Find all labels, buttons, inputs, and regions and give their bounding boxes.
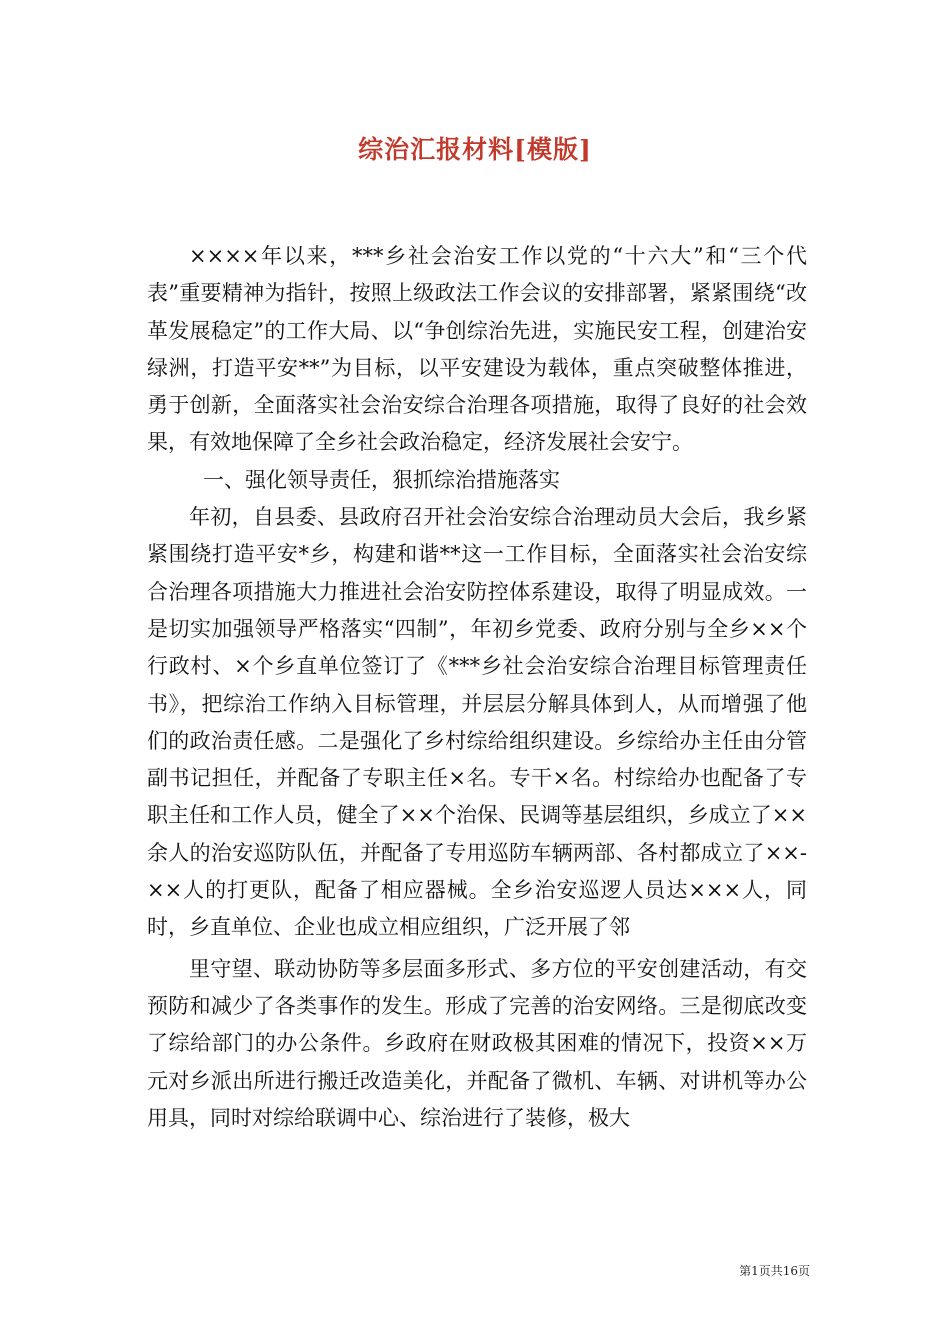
body-paragraph-continued: 里守望、联动协防等多层面多形式、多方位的平安创建活动，有交预防和减少了各类事作的发生。形成了完善的治安网络。三是彻底改变了综给部门的办公条件。乡政府在财政极其困难的情况下，投资××万元对乡派出所进行搬迁改造美化，并配备了微机、车辆、对讲机等办公用具，同时对综给联调中心、综治进行了装修，极大	[147, 956, 807, 1130]
section-heading: 一、强化领导责任，狠抓综治措施落实	[203, 467, 560, 492]
intro-paragraph: ××××年以来，***乡社会治安工作以党的“十六大”和“三个代表”重要精神为指针，按照上级政法工作会议的安排部署，紧紧围绕“改革发展稳定”的工作大局、以“争创综治先进，实施民安工程，创建治安绿洲，打造平安**”为目标，以平安建设为载体，重点突破整体推进，勇于创新，全面落实社会治安综合治理各项措施，取得了良好的社会效果，有效地保障了全乡社会政治稳定，经济发展社会安宁。	[147, 244, 807, 455]
document-title: 综治汇报材料[模版]	[358, 135, 592, 164]
document-body	[147, 238, 807, 1137]
page-number-footer: 第1页共16页	[739, 1264, 810, 1278]
body-paragraph: 年初，自县委、县政府召开社会治安综合治理动员大会后，我乡紧紧围绕打造平安*乡，构建和谐**这一工作目标，全面落实社会治安综合治理各项措施大力推进社会治安防控体系建设，取得了明显成效。一是切实加强领导严格落实“四制”，年初乡党委、政府分别与全乡××个行政村、×个乡直单位签订了《***乡社会治安综合治理目标管理责任书》，把综治工作纳入目标管理，并层层分解具体到人，从而增强了他们的政治责任感。二是强化了乡村综给组织建设。乡综给办主任由分管副书记担任，并配备了专职主任×名。专干×名。村综给办也配备了专职主任和工作人员，健全了××个治保、民调等基层组织，乡成立了××余人的治安巡防队伍，并配备了专用巡防车辆两部、各村都成立了××-××人的打更队，配备了相应器械。全乡治安巡逻人员达×××人，同时，乡直单位、企业也成立相应组织，广泛开展了邻	[147, 505, 807, 940]
